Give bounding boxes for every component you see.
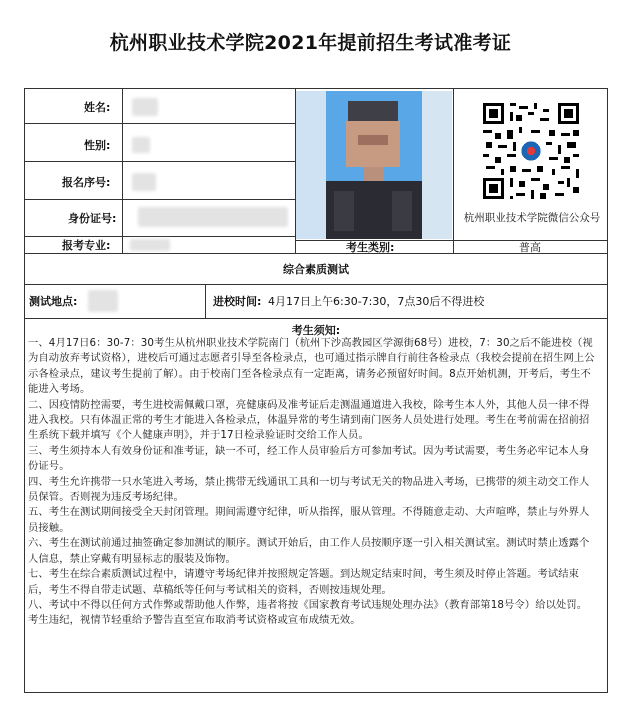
gender-value-redacted xyxy=(132,137,150,153)
row-line xyxy=(24,123,296,124)
card-border-left xyxy=(24,88,25,693)
notice-item-4: 四、考生允许携带一只水笔进入考场，禁止携带无线通讯工具和一切与考试无关的物品进入考场，已携带的须主动交工作人员保管。否则视为违反考场纪律。 xyxy=(28,475,590,504)
major-value-redacted xyxy=(130,239,170,251)
notice-item-3: 三、考生须持本人有效身份证和准考证，缺一不可，经工作人员审验后方可参加考试。因为考试需要，考生务必牢记本人身份证号。 xyxy=(28,444,590,473)
name-value-redacted xyxy=(132,98,158,116)
time-label: 进校时间: xyxy=(213,295,262,308)
category-value: 普高 xyxy=(519,241,541,254)
category-label: 考生类别: xyxy=(346,241,395,254)
id-value-redacted xyxy=(138,207,288,227)
id-label: 身份证号: xyxy=(68,212,117,225)
gender-label: 性别: xyxy=(84,139,111,152)
card-border-right xyxy=(607,88,608,693)
notice-title: 考生须知: xyxy=(291,324,341,337)
notice-item-7: 七、考生在综合素质测试过程中，请遵守考场纪律并按照规定答题。到达规定结束时间，考生须及时停止答题。考试结束后，考生不得自带走试题、草稿纸等任何与考试相关的资料，否则按违规处理。 xyxy=(28,568,580,596)
card-border-top xyxy=(24,88,608,89)
notice-item-6: 六、考生在测试前通过抽签确定参加测试的顺序。测试开始后，由工作人员按顺序逐一引入相关测试室。测试时禁止透露个人信息，禁止穿戴有明显标志的服装及饰物。 xyxy=(28,537,590,565)
candidate-photo xyxy=(296,91,452,239)
notice-item-1: 一、4月17日6：30-7：30考生从杭州职业技术学院南门（杭州下沙高教园区学源街68号）进校，7：30之后不能进校（视为自动放弃考试资格），进校后可通过志愿者引导至各检录点，也可通过指示牌自行前往各检录点（我校会提前在招生网上公示各检录点，建议考生提前了解）。由于校南门至各检录点有一定距离，请务必预留好时间。8点开始机测，开考后，考生不能进入考场。 xyxy=(28,337,595,396)
notice-item-8: 八、考试中不得以任何方式作弊或帮助他人作弊，违者将按《国家教育考试违规处理办法》（教育部第18号令）给以处罚。考生违纪，视情节轻重给予警告直至宣布取消考试资格或宣布成绩无效。 xyxy=(28,598,588,627)
notice-item-2: 二、因疫情防控需要，考生进校需佩戴口罩，亮健康码及准考证后走测温通道进入我校，除考生本人外，其他人员一律不得进入我校。只有体温正常的考生才能进入各检录点，体温异常的考生请到南门医务人员处进行处理。考生在考前需在招前招生系统下载并填写《个人健康声明》，并于17日检录验证时交给工作人员。 xyxy=(28,398,590,442)
notice-body xyxy=(28,336,596,629)
card-border-bottom xyxy=(24,692,608,693)
location-label: 测试地点: xyxy=(29,295,78,308)
label-divider xyxy=(122,88,123,253)
row-line xyxy=(24,161,296,162)
major-label: 报考专业: xyxy=(62,239,111,252)
exam-divider xyxy=(205,284,206,318)
time-value: 4月17日上午6:30-7:30，7点30后不得进校 xyxy=(268,295,485,308)
row-line xyxy=(24,318,608,319)
notice-item-5: 五、考生在测试期间接受全天封闭管理。期间需遵守纪律，听从指挥，服从管理。不得随意走动、大声喧哗，禁止与外界人员接触。 xyxy=(28,506,590,534)
page-title: 杭州职业技术学院2021年提前招生考试准考证 xyxy=(109,32,512,54)
reg-no-label: 报名序号: xyxy=(62,176,111,189)
row-line xyxy=(24,284,608,285)
row-line xyxy=(24,199,296,200)
wechat-qr-code xyxy=(480,100,582,202)
reg-no-value-redacted xyxy=(132,173,156,191)
row-line xyxy=(453,240,454,253)
qr-caption: 杭州职业技术学院微信公众号 xyxy=(463,212,601,224)
row-line xyxy=(24,236,296,237)
row-line xyxy=(295,240,608,241)
name-label: 姓名: xyxy=(84,101,111,114)
location-value-redacted xyxy=(88,290,118,312)
section-title: 综合素质测试 xyxy=(283,263,349,276)
